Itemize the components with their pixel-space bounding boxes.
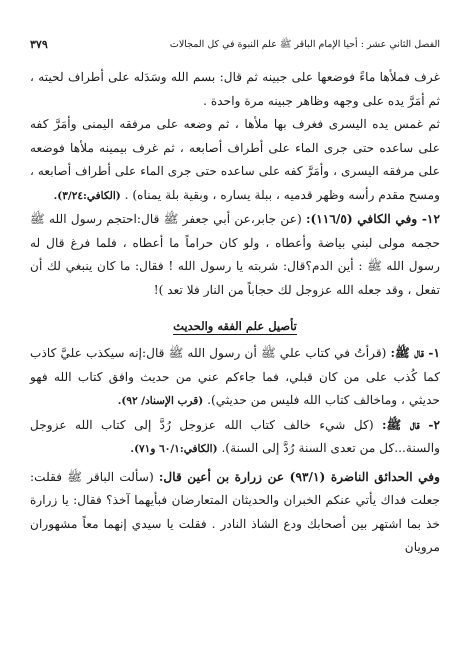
paragraph-text: (عن جابر،عن أبي جعفر ﷺ قال:احتجم رسول الله ﷺ حجمه مولى لبني بياضة وأعطاه ، ولو كان حراماً ما أعطاه ، فلما فرغ قال له رسول الله ﷺ : أين الدم؟قال: شربته يا رسول الله ! فقال: ما كان ينبغي لك أن تفعل ، وقد جعله الله عزوجل لك حجاباً من النار فلا تعد )!	[30, 212, 440, 297]
paragraph-lead: وفي الحدائق الناضرة (٩٣/١) عن زرارة بن أعين قال:	[158, 469, 441, 484]
paragraph-text: (قرأتُ في كتاب علي ﷺ أن رسول الله ﷺ قال:إنه سيكذب عليَّ كاذب كما كُذب على من كان قبلي، فما جاءكم عني من حديث وافق كتاب الله فهو حديثي ، وماخالف كتاب الله فليس من حديثي).	[30, 346, 440, 407]
paragraph-text: (كل شيء خالف كتاب الله عزوجل رُدَّ إلى كتاب الله عزوجل والسنة...كل من تعدى السنة رُدَّ إلى السنة).	[30, 417, 440, 455]
paragraph-text: ثم غمس يده اليسرى فغرف بها ملأها ، ثم وضعه على مرفقه اليمنى وأمَرَّ كفه على ساعده حتى جرى الماء على أطراف أصابعه ، ثم غرف بيمينه ملأها فوضعه على مرفقه اليسرى ، وأمَرَّ كفه على ساعده حتى جرى الماء على أطراف أصابعه ، ومسح مقدم رأسه وظهر قدميه ، ببلة يساره ، وبقية بلة يمناه) .	[30, 117, 440, 202]
paragraph-lead: ٢- قال ﷺ:	[382, 417, 440, 432]
citation: (الكافي:٣/٢٤).	[53, 189, 121, 202]
paragraph	[30, 466, 440, 560]
paragraph	[30, 414, 440, 462]
citation: (قرب الإسناد/ ٩٢).	[117, 395, 204, 407]
paragraph-text: غرف فملأها ماءً فوضعها على جبينه ثم قال: بسم الله وسَدَله على أطراف لحيته ، ثم أمَرَّ يده على وجهه وظاهر جبينه مرة واحدة .	[30, 70, 440, 108]
section-heading-text: تأصيل علم الفقه والحديث	[173, 319, 297, 333]
section-heading	[30, 316, 440, 336]
paragraph-lead: ١- قال ﷺ:	[390, 346, 440, 360]
running-title: الفصل الثاني عشر : أحيا الإمام الباقر ﷺ علم النبوة في كل المجالات	[169, 39, 440, 50]
paragraph-lead: ١٢- وفي الكافي (١١٦/٥):	[305, 212, 441, 226]
page-number: ٣٧٩	[30, 38, 48, 51]
paragraph	[30, 66, 440, 113]
book-page	[30, 36, 440, 646]
page-body	[30, 66, 440, 560]
paragraph	[30, 208, 440, 302]
page-header	[30, 36, 440, 54]
citation: (الكافي:٦٠/١ و٧١).	[130, 443, 218, 455]
paragraph	[30, 342, 440, 414]
paragraph	[30, 113, 440, 208]
paragraph-text: (سألت الباقر ﷺ فقلت: جعلت فداك يأتي عنكم الخبران والحديثان المتعارضان فبأيهما آخذ؟ فقال: يا زرارة خذ بما اشتهر بين أصحابك ودع الشاذ النادر . فقلت يا سيدي إنهما معاً مشهوران مرويان	[30, 469, 440, 554]
